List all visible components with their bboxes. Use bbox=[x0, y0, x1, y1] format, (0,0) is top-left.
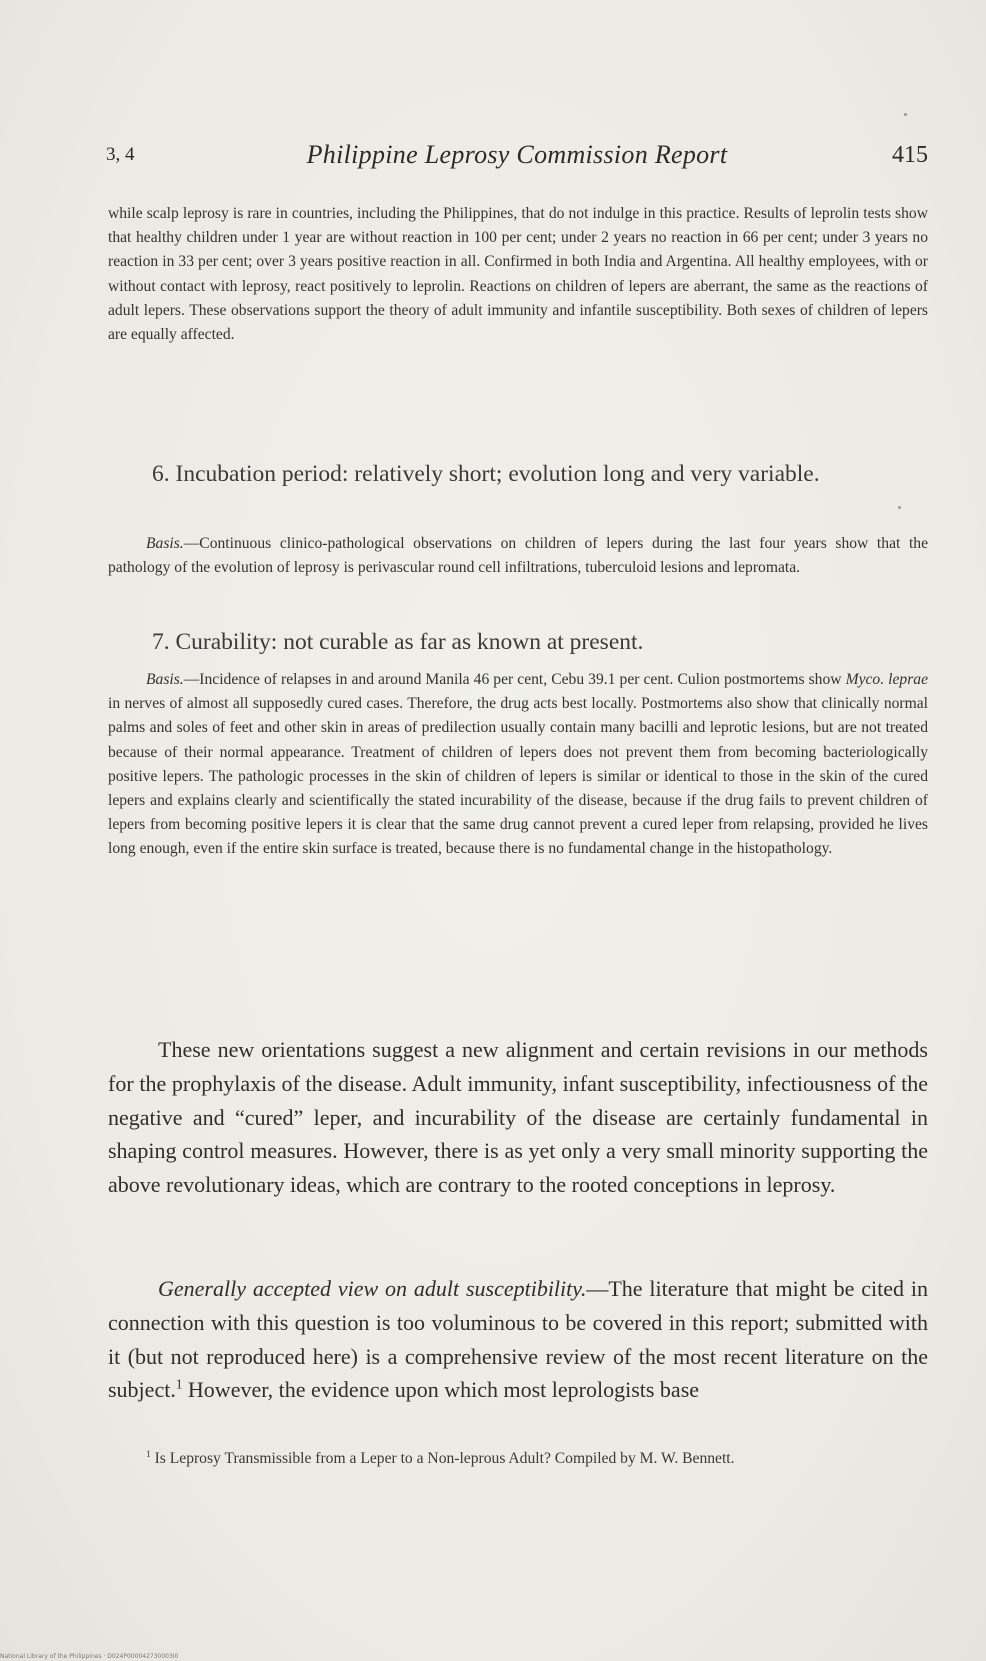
paragraph-continued bbox=[108, 202, 928, 347]
section-heading-7: 7. Curability: not curable as far as known at present. bbox=[152, 629, 644, 655]
page-number: 415 bbox=[892, 142, 928, 168]
footnote bbox=[108, 1446, 928, 1472]
body-text-continued: However, the evidence upon which most leprologists base bbox=[182, 1377, 700, 1403]
basis-text-continued: in nerves of almost all supposedly cured cases. Therefore, the drug acts best locally. Postmortems also show that clinically normal palms and soles of feet and other skin in areas of predilection usually contain many bacilli and leprotic lesions, but are not treated because of their normal appearance. Treatment of children of lepers does not prevent them from becoming bacteriologically positive lepers. The pathologic processes in the skin of children of lepers is similar or identical to those in the skin of the cured lepers and explains clearly and scientifically the stated incurability of the disease, because if the drug fails to prevent children of lepers from becoming positive lepers it is clear that the same drug cannot prevent a cured leper from relapsing, provided he lives long enough, even if the entire skin surface is treated, because there is no fundamental change in the histopathology. bbox=[108, 695, 928, 858]
basis-paragraph-7 bbox=[108, 668, 928, 862]
scan-footer-label: National Library of the Philippines · D024P000042730003I0 bbox=[0, 1653, 179, 1660]
body-paragraph-2 bbox=[108, 1272, 928, 1407]
speck-mark bbox=[898, 506, 901, 509]
section-heading-6: 6. Incubation period: relatively short; evolution long and very variable. bbox=[152, 461, 820, 487]
basis-label: Basis. bbox=[146, 671, 184, 688]
basis-label: Basis. bbox=[146, 535, 184, 552]
body-text: —The literature that might be cited in connection with this question is too voluminous to be covered in this report; submitted with it (but not reproduced here) is a comprehensive review of the most recent literature on the subject. bbox=[108, 1276, 928, 1403]
paragraph-text: while scalp leprosy is rare in countries, including the Philippines, that do not indulge in this practice. Results of leprolin tests show that healthy children under 1 year are without reaction in 100 per cent; under 2 years no reaction in 66 per cent; under 3 years no reaction in 33 per cent; over 3 years positive reaction in all. Confirmed in both India and Argentina. All healthy employees, with or without contact with leprosy, react positively to leprolin. Reactions on children of lepers are aberrant, the same as the reactions of adult lepers. These observations support the theory of adult immunity and infantile susceptibility. Both sexes of children of lepers are equally affected. bbox=[108, 205, 928, 344]
basis-paragraph-6 bbox=[108, 532, 928, 580]
basis-text: —Incidence of relapses in and around Manila 46 per cent, Cebu 39.1 per cent. Culion postmortems show bbox=[183, 671, 846, 688]
running-header bbox=[106, 140, 928, 180]
issue-number: 3, 4 bbox=[106, 144, 135, 165]
body-text: These new orientations suggest a new alignment and certain revisions in our methods for the prophylaxis of the disease. Adult immunity, infant susceptibility, infectiousness of the negative and “cured” leper, and incurability of the disease are certainly fundamental in shaping control measures. However, there is as yet only a very small minority supporting the above revolutionary ideas, which are contrary to the rooted conceptions in leprosy. bbox=[108, 1037, 928, 1198]
footnote-author: Compiled by M. W. Bennett. bbox=[554, 1450, 735, 1467]
basis-text: —Continuous clinico-pathological observations on children of lepers during the last four years show that the pathology of the evolution of leprosy is perivascular round cell infiltrations, tuberculoid lesions and lepromata. bbox=[108, 535, 928, 577]
body-paragraph-1 bbox=[108, 1033, 928, 1202]
speck-mark bbox=[904, 113, 907, 116]
footnote-reference: 1 bbox=[175, 1377, 183, 1393]
footnote-mark: 1 bbox=[146, 1449, 151, 1460]
species-name: Myco. leprae bbox=[845, 671, 929, 688]
footnote-title: Is Leprosy Transmissible from a Leper to a Non-leprous Adult? bbox=[150, 1450, 555, 1467]
subsection-label: Generally accepted view on adult susceptibility. bbox=[158, 1276, 587, 1301]
journal-title: Philippine Leprosy Commission Report bbox=[306, 140, 728, 169]
